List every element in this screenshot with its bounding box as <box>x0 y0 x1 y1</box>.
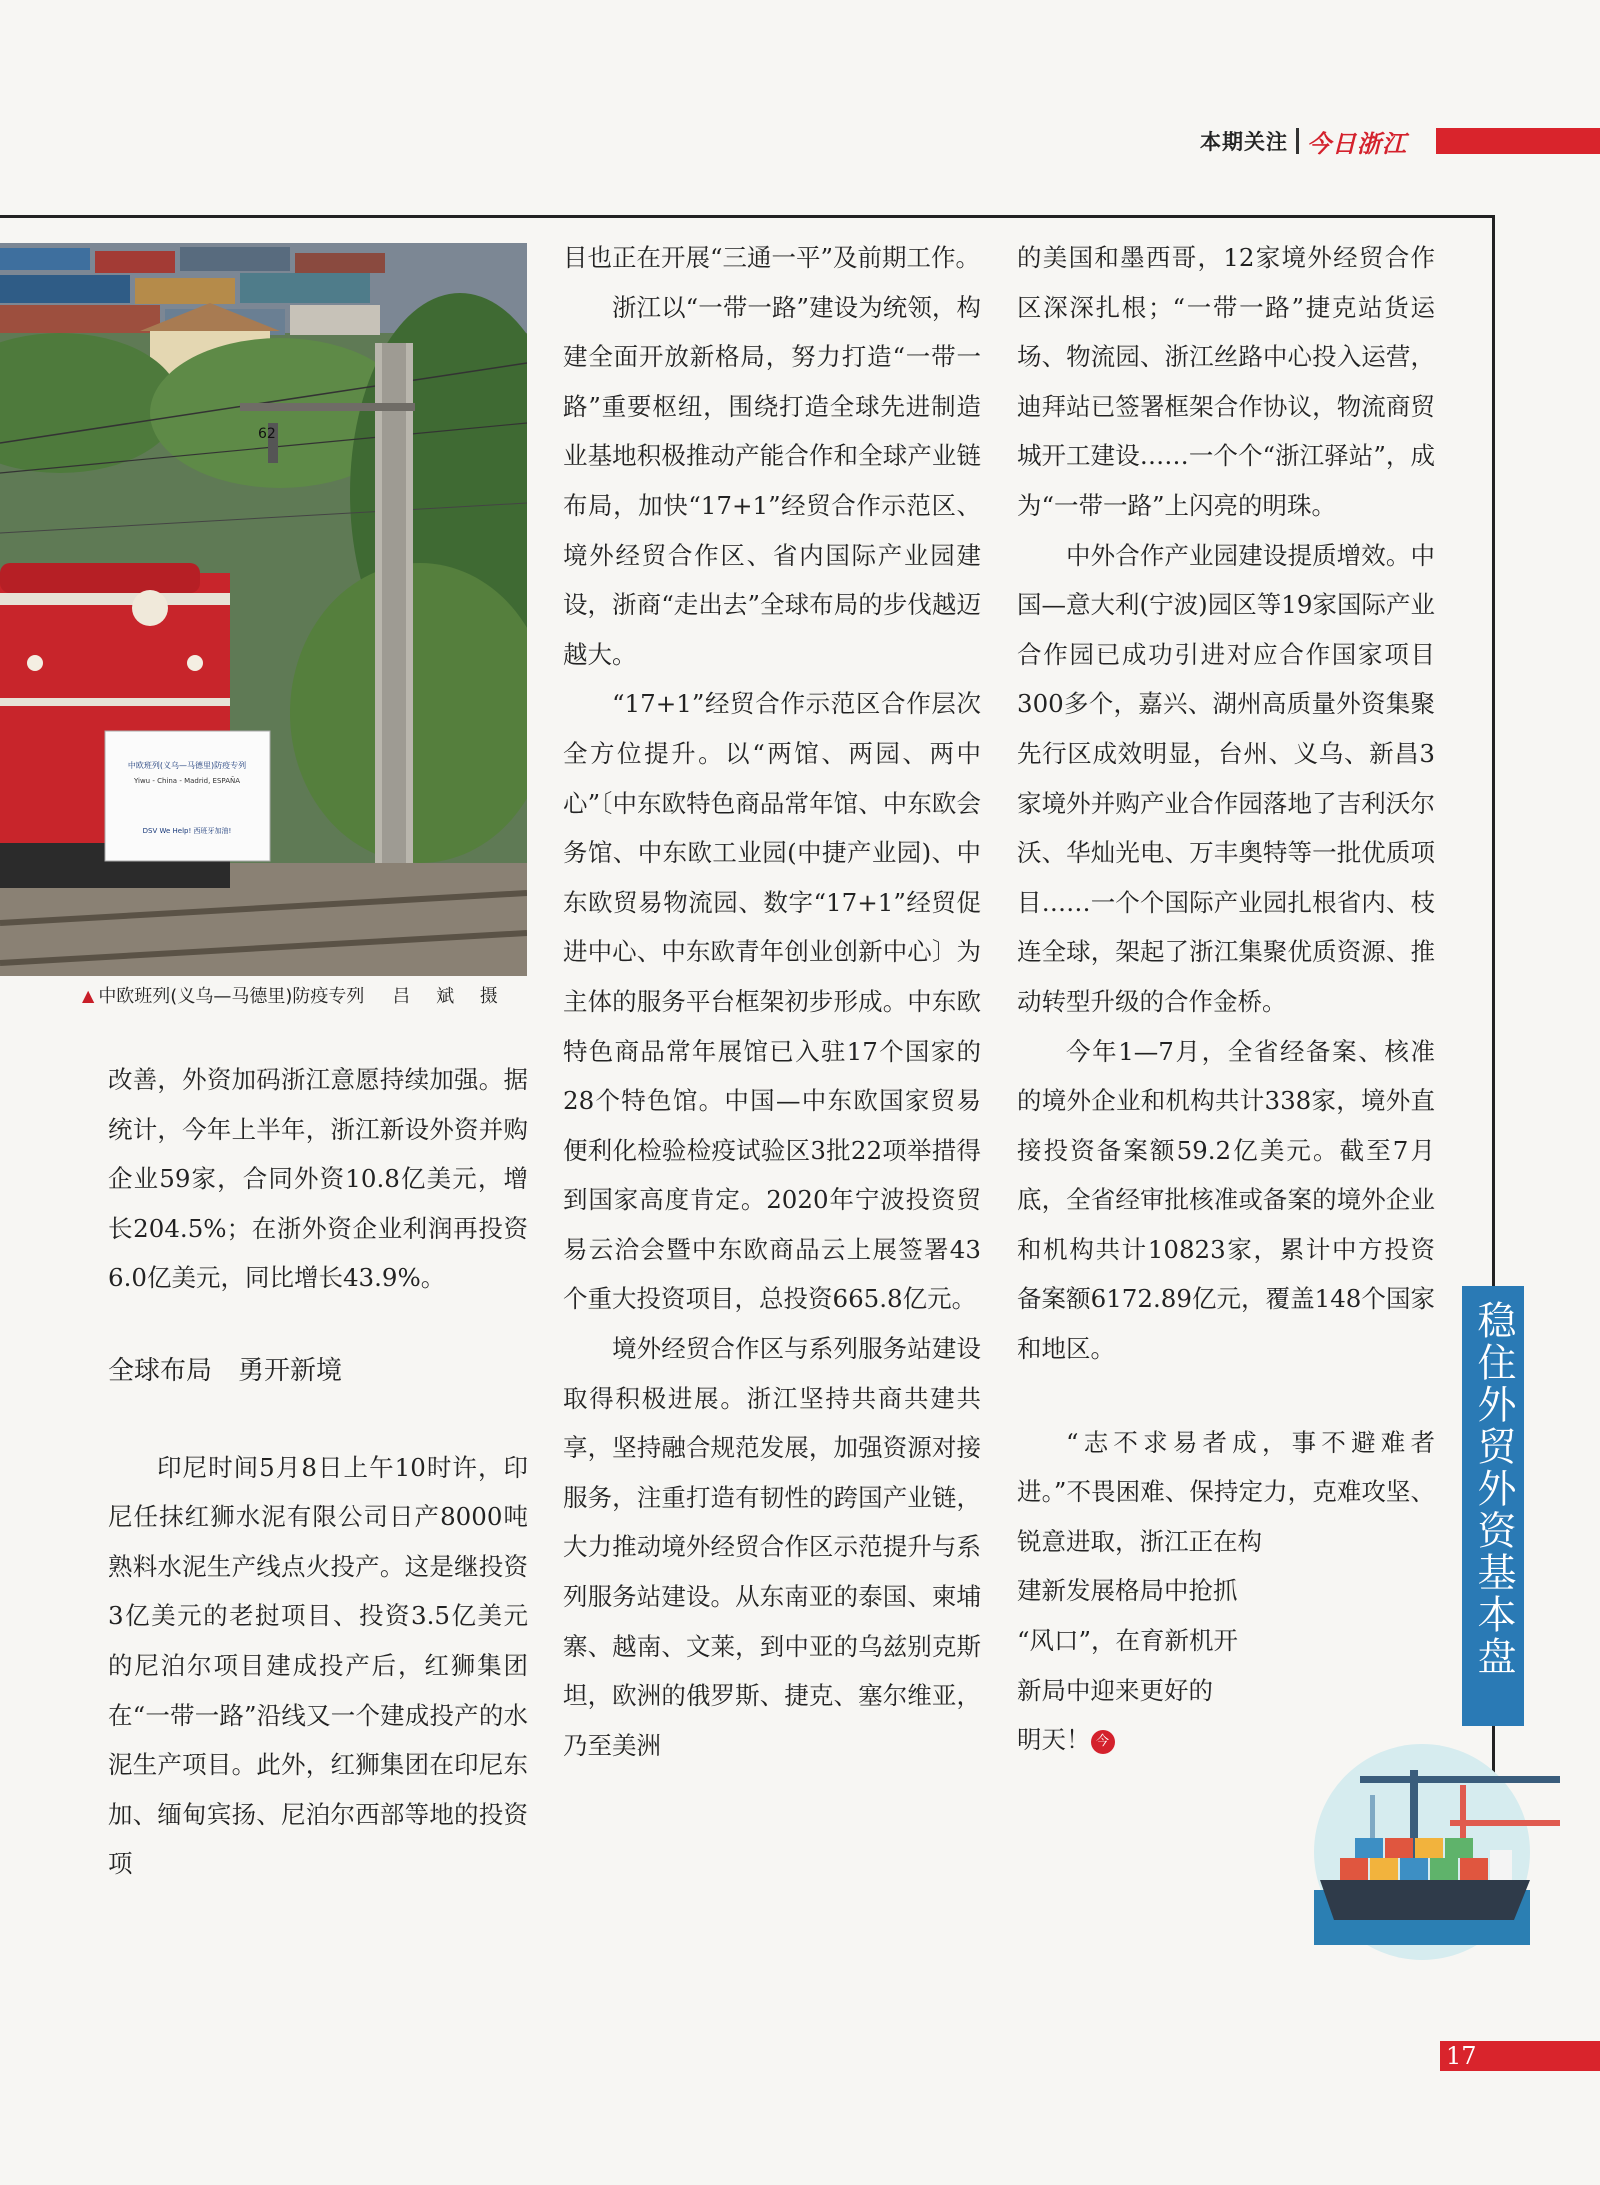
paragraph: 浙江以“一带一路”建设为统领，构建全面开放新格局，努力打造“一带一路”重要枢纽，围绕打造全球先进制造业基地积极推动产能合作和全球产业链布局，加快“17+1”经贸合作示范区、境外经贸合作区、省内国际产业园建设，浙商“走出去”全球布局的步伐越迈越大。 <box>563 292 981 669</box>
header-divider <box>1296 128 1299 154</box>
photo-credit: 吕 斌 摄 <box>392 986 508 1007</box>
paragraph: 目也正在开展“三通一平”及前期工作。 <box>563 243 981 272</box>
caption-text: 中欧班列(义乌—马德里)防疫专列 <box>98 986 365 1007</box>
end-mark-icon: 今 <box>1091 1730 1115 1754</box>
paragraph-gap <box>1017 1374 1435 1418</box>
sign-footer: DSV We Help! 西班牙加油! <box>142 827 232 835</box>
page-number: 17 <box>1446 2042 1477 2070</box>
magazine-logo: 今日浙江 <box>1307 128 1407 158</box>
photo-caption <box>0 976 527 1014</box>
paragraph: 境外经贸合作区与系列服务站建设取得积极进展。浙江坚持共商共建共享，坚持融合规范发展，加强资源对接服务，注重打造有韧性的跨国产业链，大力推动境外经贸合作区示范提升与系列服务站建设。从东南亚的泰国、柬埔寨、越南、文莱，到中亚的乌兹别克斯坦，欧洲的俄罗斯、捷克、塞尔维亚，乃至美洲 <box>563 1334 981 1760</box>
paragraph: “17+1”经贸合作示范区合作层次全方位提升。以“两馆、两园、两中心”〔中东欧特色商品常年馆、中东欧会务馆、中东欧工业园(中捷产业园)、中东欧贸易物流园、数字“17+1”经贸促进中心、中东欧青年创业创新中心〕为主体的服务平台框架初步形成。中东欧特色商品常年展馆已入驻17个国家的28个特色馆。中国—中东欧国家贸易便利化检验检疫试验区3批22项举措得到国家高度肯定。2020年宁波投资贸易云洽会暨中东欧商品云上展签署43个重大投资项目，总投资665.8亿元。 <box>563 689 981 1314</box>
theme-banner-text: 稳住外贸外资基本盘 <box>1471 1300 1516 1678</box>
paragraph-line: 新局中迎来更好的 <box>1017 1675 1213 1705</box>
paragraph: 今年1—7月，全省经备案、核准的境外企业和机构共计338家，境外直接投资备案额59.2亿美元。截至7月底，全省经审批核准或备案的境外企业和机构共计10823家，累计中方投资备案额6172.89亿元，覆盖148个国家和地区。 <box>1017 1036 1435 1364</box>
paragraph-line: 建新发展格局中抢抓 <box>1017 1576 1238 1606</box>
pole-number: 62 <box>258 426 276 442</box>
paragraph: 中外合作产业园建设提质增效。中国—意大利(宁波)园区等19家国际产业合作园已成功引进对应合作国家项目300多个，嘉兴、湖州高质量外资集聚先行区成效明显，台州、义乌、新昌3家境外并购产业合作园落地了吉利沃尔沃、华灿光电、万丰奥特等一批优质项目……一个个国际产业园扎根省内、枝连全球，架起了浙江集聚优质资源、推动转型升级的合作金桥。 <box>1017 540 1435 1016</box>
paragraph: 改善，外资加码浙江意愿持续加强。据统计，今年上半年，浙江新设外资并购企业59家，合同外资10.8亿美元，增长204.5%；在浙外资企业利润再投资6.0亿美元，同比增长43.9%。 <box>108 1065 528 1293</box>
train-photo <box>0 243 527 1006</box>
text-column-1 <box>108 1055 528 1889</box>
section-subhead: 全球布局 勇开新境 <box>108 1355 343 1386</box>
paragraph: 的美国和墨西哥，12家境外经贸合作区深深扎根；“一带一路”捷克站货运场、物流园、浙江丝路中心投入运营，迪拜站已签署框架合作协议，物流商贸城开工建设……一个个“浙江驿站”，成为“一带一路”上闪亮的明珠。 <box>1017 243 1435 520</box>
paragraph: 印尼时间5月8日上午10时许，印尼任抹红狮水泥有限公司日产8000吨熟料水泥生产线点火投产。这是继投资3亿美元的老挝项目、投资3.5亿美元的尼泊尔项目建成投产后，红狮集团在“一带一路”沿线又一个建成投产的水泥生产项目。此外，红狮集团在印尼东加、缅甸宾扬、尼泊尔西部等地的投资项 <box>108 1452 528 1879</box>
header-red-bar <box>1436 128 1600 154</box>
section-label: 本期关注 <box>1200 130 1288 154</box>
theme-banner <box>1462 1286 1524 1726</box>
paragraph-line: “风口”，在育新机开 <box>1017 1626 1239 1656</box>
text-column-2 <box>563 233 981 1770</box>
sign-subtitle: Yiwu - China - Madrid, ESPAÑA <box>133 777 241 785</box>
top-rule <box>0 215 1494 218</box>
caption-triangle-icon: ▲ <box>82 985 95 1005</box>
text-column-3 <box>1017 233 1435 1765</box>
sign-title: 中欧班列(义乌—马德里)防疫专列 <box>127 761 247 770</box>
port-illustration <box>1300 1740 1560 1965</box>
paragraph: “志不求易者成，事不避难者进。”不畏困难、保持定力，克难攻坚、锐意进取，浙江正在构 <box>1017 1427 1435 1556</box>
running-header <box>1200 126 1407 156</box>
closing-text: 明天！ <box>1017 1725 1091 1755</box>
